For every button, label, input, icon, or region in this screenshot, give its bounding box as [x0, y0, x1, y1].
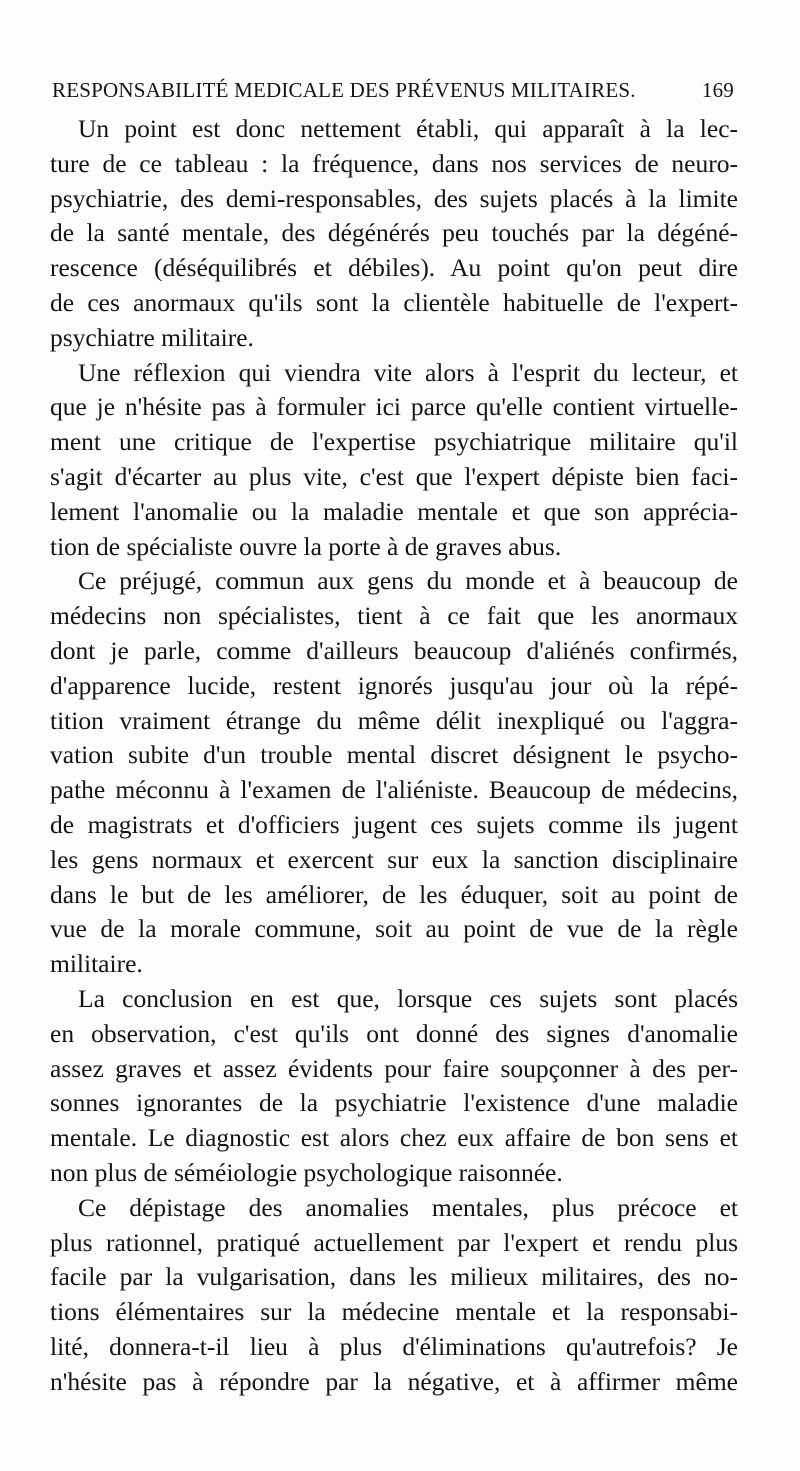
text-line: tition vraiment étrange du même délit inexpliqué ou l'aggra- — [50, 705, 738, 735]
text-line: mentale. Le diagnostic est alors chez eux affaire de bon sens et — [50, 1123, 738, 1153]
text-line: psychiatrie, des demi-responsables, des sujets placés à la limite — [50, 183, 738, 213]
text-line: facile par la vulgarisation, dans les milieux militaires, des no- — [50, 1262, 738, 1292]
text-line: rescence (déséquilibrés et débiles). Au point qu'on peut dire — [50, 253, 738, 283]
text-line: militaire. — [50, 949, 143, 979]
text-line: Un point est donc nettement établi, qui apparaît à la lec- — [78, 114, 738, 143]
running-title: RESPONSABILITÉ MEDICALE DES PRÉVENUS MILITAIRES. — [52, 78, 636, 102]
text-line: lement l'anomalie ou la maladie mentale et que son apprécia- — [50, 496, 738, 526]
text-line: de ces anormaux qu'ils sont la clientèle habituelle de l'expert- — [50, 287, 738, 317]
paragraph-3 — [50, 564, 738, 982]
text-line: d'apparence lucide, restent ignorés jusqu'au jour où la répé- — [50, 670, 738, 700]
body-text — [50, 112, 738, 1399]
text-line: pathe méconnu à l'examen de l'aliéniste. Beaucoup de médecins, — [50, 775, 738, 805]
text-line: psychiatre militaire. — [50, 322, 254, 352]
text-line: dans le but de les améliorer, de les éduquer, soit au point de — [50, 879, 738, 909]
text-line: de la santé mentale, des dégénérés peu touchés par la dégéné- — [50, 218, 738, 248]
text-line: Ce dépistage des anomalies mentales, plus précoce et — [78, 1192, 738, 1222]
text-line: les gens normaux et exercent sur eux la sanction disciplinaire — [50, 844, 738, 874]
text-line: vation subite d'un trouble mental discret désignent le psycho- — [50, 740, 738, 770]
text-line: de magistrats et d'officiers jugent ces sujets comme ils jugent — [50, 809, 738, 839]
paragraph-1 — [50, 112, 738, 356]
paragraph-2 — [50, 356, 738, 565]
text-line: ment une critique de l'expertise psychiatrique militaire qu'il — [50, 427, 738, 457]
text-line: Une réflexion qui viendra vite alors à l'esprit du lecteur, et — [78, 357, 738, 387]
text-line: ture de ce tableau : la fréquence, dans nos services de neuro- — [50, 148, 738, 178]
text-line: assez graves et assez évidents pour faire soupçonner à des per- — [50, 1053, 738, 1083]
text-line: vue de la morale commune, soit au point de vue de la règle — [50, 914, 738, 944]
paragraph-4 — [50, 982, 738, 1191]
text-line: médecins non spécialistes, tient à ce fait que les anormaux — [50, 601, 738, 631]
text-line: s'agit d'écarter au plus vite, c'est que l'expert dépiste bien faci- — [50, 461, 738, 491]
text-line: lité, donnera-t-il lieu à plus d'éliminations qu'autrefois? Je — [50, 1331, 738, 1361]
text-line: Ce préjugé, commun aux gens du monde et à beaucoup de — [78, 566, 738, 596]
text-line: tions élémentaires sur la médecine mentale et la responsabi- — [50, 1297, 738, 1327]
text-line: dont je parle, comme d'ailleurs beaucoup d'aliénés confirmés, — [50, 635, 738, 665]
text-line: La conclusion en est que, lorsque ces sujets sont placés — [78, 983, 738, 1013]
text-line: en observation, c'est qu'ils ont donné des signes d'anomalie — [50, 1018, 738, 1048]
text-line: tion de spécialiste ouvre la porte à de graves abus. — [50, 531, 562, 561]
running-header — [52, 78, 734, 108]
text-line: n'hésite pas à répondre par la négative, et à affirmer même — [50, 1366, 738, 1396]
text-line: que je n'hésite pas à formuler ici parce qu'elle contient virtuelle- — [50, 392, 738, 422]
paragraph-5 — [50, 1191, 738, 1400]
text-line: non plus de séméiologie psychologique raisonnée. — [50, 1157, 563, 1187]
text-line: sonnes ignorantes de la psychiatrie l'existence d'une maladie — [50, 1088, 738, 1118]
page-number: 169 — [701, 78, 734, 102]
text-line: plus rationnel, pratiqué actuellement par l'expert et rendu plus — [50, 1227, 738, 1257]
